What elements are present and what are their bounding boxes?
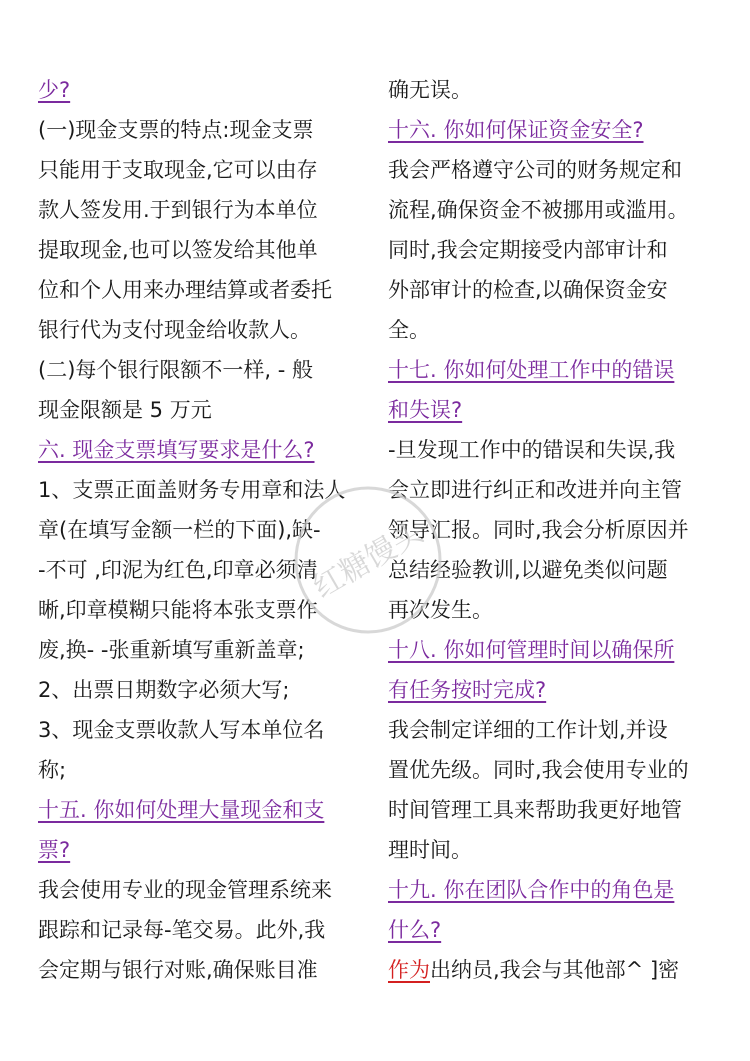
- body-text-line: 1、支票正面盖财务专用章和法人: [38, 478, 346, 502]
- section-heading-line: 十八. 你如何管理时间以确保所: [388, 638, 675, 662]
- body-text-line: 位和个人用来办理结算或者委托: [38, 278, 332, 302]
- section-heading-line: 十五. 你如何处理大量现金和支: [38, 798, 325, 822]
- left-column: [38, 70, 366, 990]
- body-text-line: 全。: [388, 318, 430, 342]
- body-text-line: 我会严格遵守公司的财务规定和: [388, 158, 682, 182]
- body-text-line: 领导汇报。同时,我会分析原因并: [388, 518, 689, 542]
- body-text-line: 外部审计的检查,以确保资金安: [388, 278, 668, 302]
- body-text-line: 称;: [38, 758, 67, 782]
- body-text-line: -旦发现工作中的错误和失误,我: [388, 438, 676, 462]
- highlight-text: 作为: [388, 958, 430, 982]
- right-lines: [388, 70, 720, 950]
- body-text-line: 提取现金,也可以签发给其他单: [38, 238, 318, 262]
- section-heading-line: 什么?: [388, 918, 442, 942]
- section-heading-line: 和失误?: [388, 398, 463, 422]
- body-text-line: 总结经验教训,以避免类似问题: [388, 558, 668, 582]
- body-text-line: 2、出票日期数字必须大写;: [38, 678, 290, 702]
- body-text-line: -不可 ,印泥为红色,印章必须清: [38, 558, 318, 582]
- section-heading-line: 六. 现金支票填写要求是什么?: [38, 438, 315, 462]
- body-text-line: 银行代为支付现金给收款人。: [38, 318, 311, 342]
- body-text-line: 置优先级。同时,我会使用专业的: [388, 758, 689, 782]
- section-heading-line: 十六. 你如何保证资金安全?: [388, 118, 644, 142]
- body-text-line: 我会制定详细的工作计划,并设: [388, 718, 668, 742]
- body-text-line: 同时,我会定期接受内部审计和: [388, 238, 668, 262]
- body-text-line: 会定期与银行对账,确保账目准: [38, 958, 318, 982]
- body-text-line: 款人签发用.于到银行为本单位: [38, 198, 318, 222]
- section-heading-line: 十七. 你如何处理工作中的错误: [388, 358, 675, 382]
- body-text-line: (一)现金支票的特点:现金支票: [38, 118, 314, 142]
- body-text-line: 确无误。: [388, 78, 472, 102]
- right-column: [388, 70, 720, 990]
- watermark-text: 红糖馒头: [307, 515, 429, 606]
- body-text-line: 我会使用专业的现金管理系统来: [38, 878, 332, 902]
- body-text-line: 跟踪和记录每-笔交易。此外,我: [38, 918, 326, 942]
- section-heading-line: 有任务按时完成?: [388, 678, 547, 702]
- body-text-line: 时间管理工具来帮助我更好地管: [388, 798, 682, 822]
- last-line-rest: 出纳员,我会与其他部^ ]密: [430, 958, 680, 982]
- body-text-line: 3、现金支票收款人写本单位名: [38, 718, 325, 742]
- section-heading-line: 少?: [38, 78, 71, 102]
- body-text-line: 章(在填写金额一栏的下面),缺-: [38, 518, 321, 542]
- body-text-line: 只能用于支取现金,它可以由存: [38, 158, 318, 182]
- body-text-line: (二)每个银行限额不一样, - 般: [38, 358, 313, 382]
- body-text-line: 再次发生。: [388, 598, 493, 622]
- last-line: [388, 950, 720, 990]
- section-heading-line: 票?: [38, 838, 71, 862]
- body-text-line: 晰,印章模糊只能将本张支票作: [38, 598, 318, 622]
- body-text-line: 理时间。: [388, 838, 472, 862]
- body-text-line: 会立即进行纠正和改进并向主管: [388, 478, 682, 502]
- section-heading-line: 十九. 你在团队合作中的角色是: [388, 878, 675, 902]
- body-text-line: 流程,确保资金不被挪用或滥用。: [388, 198, 689, 222]
- body-text-line: 废,换- -张重新填写重新盖章;: [38, 638, 305, 662]
- body-text-line: 现金限额是 5 万元: [38, 398, 212, 422]
